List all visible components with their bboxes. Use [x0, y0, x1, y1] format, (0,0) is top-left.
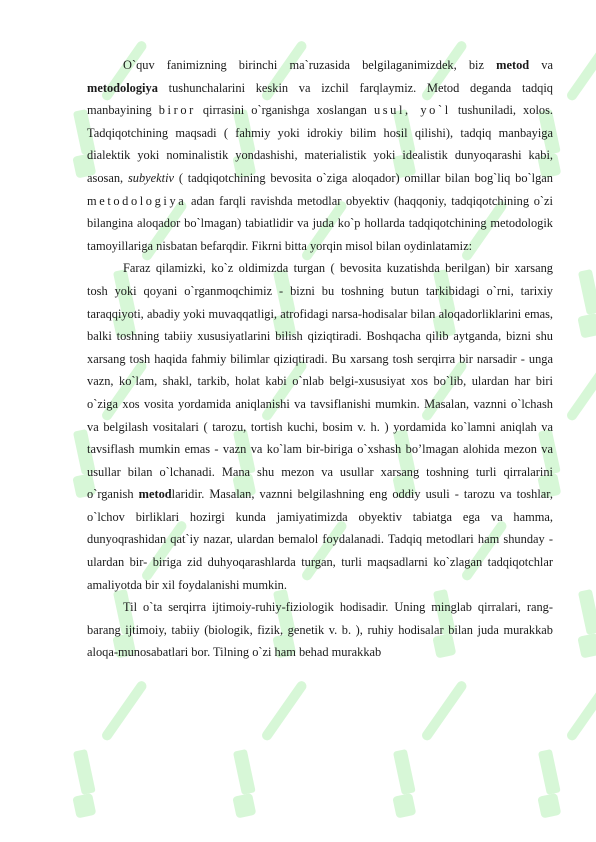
watermark-mark-icon [392, 749, 416, 819]
paragraph-til-hodisa [87, 596, 553, 664]
paragraph-metod-metodologiya [87, 54, 553, 257]
spaced-term: biror [158, 103, 196, 118]
text-run: laridir. Masalan, vaznni belgilashning eng oddiy usuli - tarozu va toshlar, o`lchov birliklari hozirgi kunda jamiyatimizda obyektiv tabiatga ega va hamma, dunyoqrashidan qat`iy nazar, ulardan bemalol foydalanadi. Tadqiq metodlari ham shunday - ulardan bir- biriga zid duhyoqarashlarda turgan, turli maqsadlarni ko`zlagan tadqiqotchlar amaliyotda bir xil foydalanishi mumkin. [87, 487, 553, 592]
watermark-mark-icon [577, 269, 596, 339]
text-run: O`quv fanimizning birinchi ma`ruzasida belgilaganimizdek, biz [123, 58, 497, 72]
text-run: tushuniladi, xolos. Tadqiqotchining maqsadi ( fahmiy yoki idrokiy bilim hosil qilishi), tadqiq manbayiga dialektik yoki nominalistik yondashishi, materialistik yoki idealistik dunyoqarashi kabi, asosan, [87, 103, 554, 185]
italic-term: subyektiv [127, 170, 175, 185]
watermark-mark-icon [72, 749, 96, 819]
paragraph-xarsang-tosh-example [87, 257, 553, 596]
text-run: Faraz qilamizki, ko`z oldimizda turgan ( bevosita kuzatishda berilgan) bir xarsang tosh yoki qoyani o`rganmoqchimiz - bizni bu toshning butun tarkibidagi o`rni, tarixiy taraqqiyoti, abadiy yoki muvaqqatligi, atrofidagi narsa-hodisalar bilan aloqadorliklarini emas, balki toshning tabiiy xususiyatlarini bilish qiziqtiradi. Boshqacha qilib aytganda, bizni shu xarsang tosh haqida fahmiy bilimlar qiziqtiradi. Bu xarsang tosh serqirra bir narsadir - unga vazn, ko`lam, shakl, tarkib, holat kabi o`nlab belgi-xususiyat xos bo`lib, ulardan har biri o`ziga xos vosita yordamida aniqlanishi va tavsiflanishi mumkin. Masalan, vaznni o`lchash va belgilash vositalari ( tarozu, tortish kuchi, bosim v. h. ) yordamida ko`lamni aniqlah va tavsiflash mumkin emas - vazn va ko`lam bir-biriga o`xshash bo’lmagan alohida mezon va usullar bilan o`lchanadi. Mana shu mezon va usullar xarsang toshning turli qirralarini o`rganish [87, 261, 553, 502]
watermark-mark-icon [232, 749, 256, 819]
watermark-mark-icon [537, 749, 561, 819]
watermark-stripe [565, 679, 596, 742]
spaced-term: usul, yo`l [373, 103, 451, 118]
watermark-stripe [565, 359, 596, 422]
text-run: tushunchalarini keskin va izchil farqlaymiz. Metod deganda tadqiq manbayining [87, 80, 553, 118]
bold-term: metod [496, 58, 530, 72]
text-run: adan farqli ravishda metodlar obyektiv (haqqoniy, tadqiqotchining o`zi bilangina aloqador bo`lmagan) tabiatlidir va juda ko`p hollarda tadqiqotchining metodologik tamoyillariga nisbatan befarqdir. Fikrni bitta yorqin misol bilan oydinlatamiz: [87, 193, 553, 253]
bold-term: metod [138, 487, 172, 502]
document-body [87, 54, 553, 664]
text-run: Til o`ta serqirra ijtimoiy-ruhiy-fiziologik hodisadir. Uning minglab qirralari, rang-barang ijtimoiy, tabiiy (biologik, fizik, genetik v. b. ), ruhiy hodisalar bilan juda murakkab aloqa-munosabatlari bor. Tilning o`zi ham behad murakkab [87, 600, 553, 660]
text-run: qirrasini o`rganishga xoslangan [195, 103, 374, 118]
watermark-stripe [420, 679, 468, 742]
bold-term: metodologiya [87, 80, 158, 95]
spaced-term: metodologiya [87, 193, 187, 208]
watermark-stripe [260, 679, 308, 742]
watermark-stripe [100, 679, 148, 742]
text-run: va [529, 58, 553, 72]
text-run: ( tadqiqotchining bevosita o`ziga aloqador) omillar bilan bog`liq bo`lgan [174, 170, 553, 185]
watermark-stripe [565, 39, 596, 102]
watermark-mark-icon [577, 589, 596, 659]
